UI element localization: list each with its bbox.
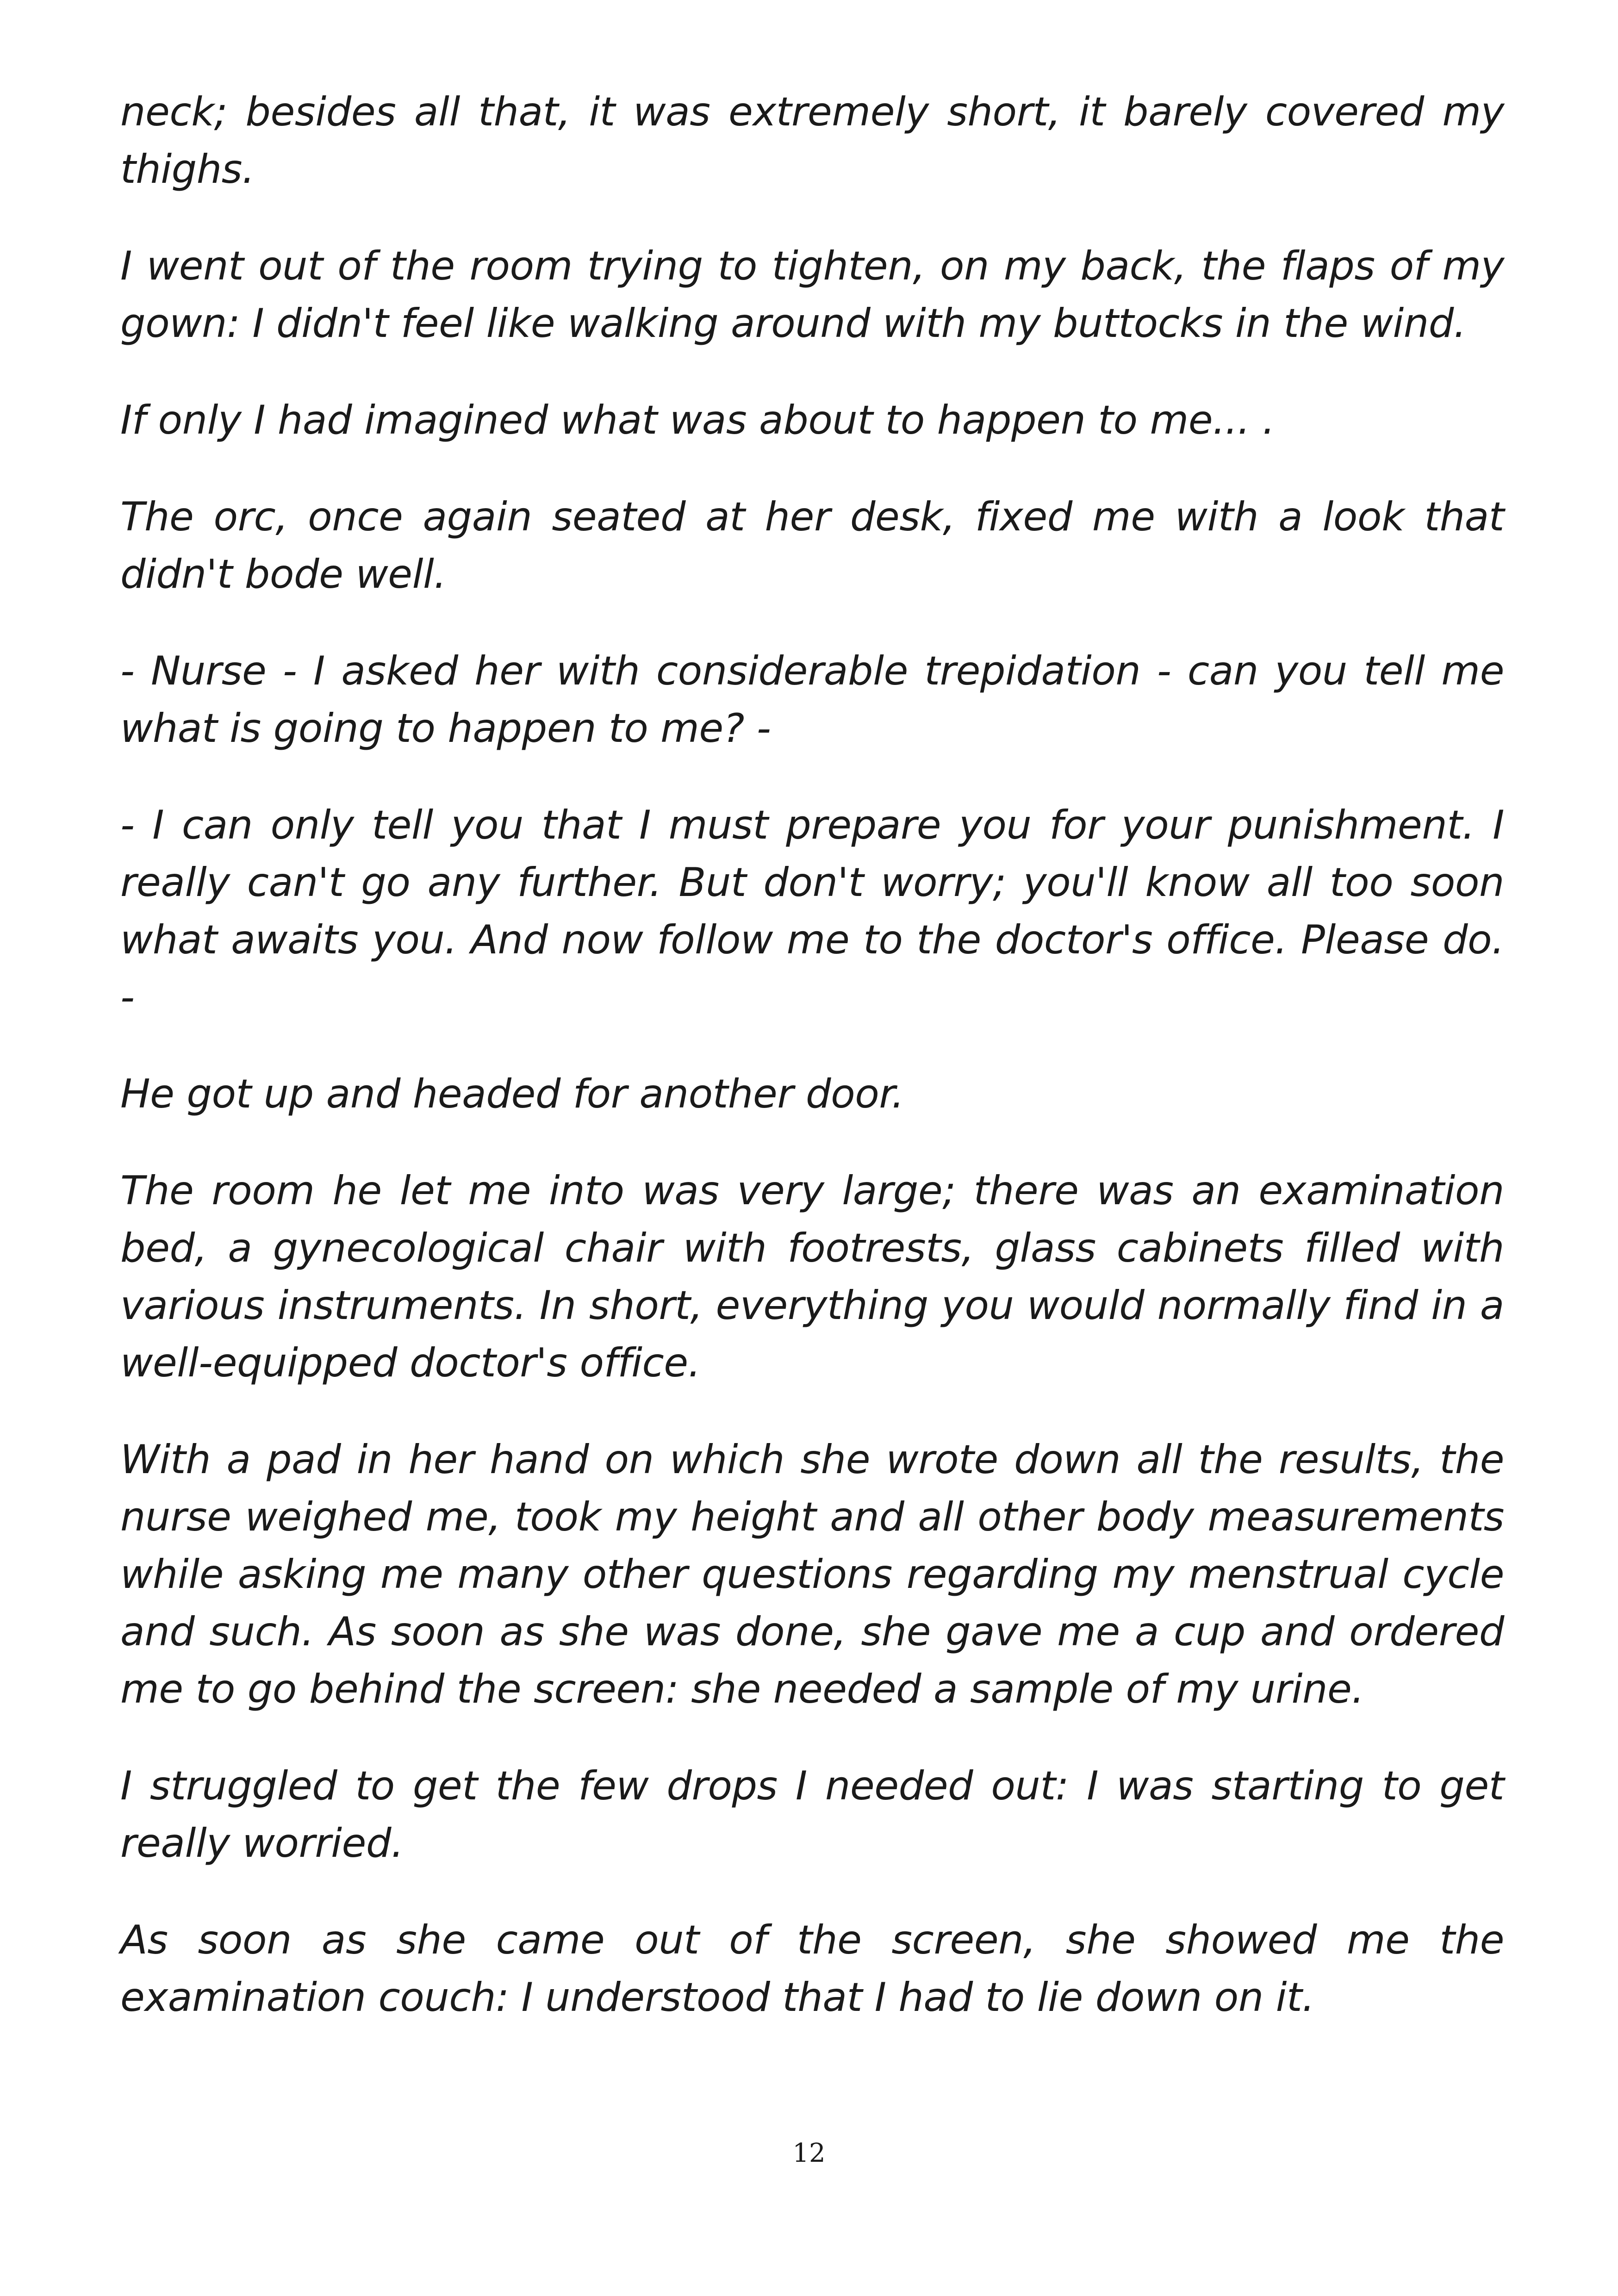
paragraph: - I can only tell you that I must prepare you for your punishment. I really can't go any further. But don't worry; you'll know all too soon what awaits you. And now follow me to the doctor's office. Please do. - xyxy=(120,802,1504,1020)
paragraph: The room he let me into was very large; there was an examination bed, a gynecological chair with footrests, glass cabinets filled with various instruments. In short, everything you would normally find in a well-equipped doctor's office. xyxy=(120,1168,1504,1386)
body-text xyxy=(120,83,1504,2066)
paragraph: I went out of the room trying to tighten, on my back, the flaps of my gown: I didn't feel like walking around with my buttocks in the wind. xyxy=(120,243,1504,347)
paragraph: If only I had imagined what was about to happen to me... . xyxy=(120,397,1275,443)
paragraph: As soon as she came out of the screen, she showed me the examination couch: I understood that I had to lie down on it. xyxy=(120,1917,1504,2021)
paragraph: - Nurse - I asked her with considerable trepidation - can you tell me what is going to happen to me? - xyxy=(120,648,1504,752)
paragraph: neck; besides all that, it was extremely short, it barely covered my thighs. xyxy=(120,89,1504,193)
page-number: 12 xyxy=(792,2138,826,2168)
paragraph: With a pad in her hand on which she wrote down all the results, the nurse weighed me, took my height and all other body measurements while asking me many other questions regarding my menstrual cycle and such. As soon as she was done, she gave me a cup and ordered me to go behind the screen: she needed a sample of my urine. xyxy=(120,1437,1504,1712)
paragraph: He got up and headed for another door. xyxy=(120,1071,904,1117)
paragraph: The orc, once again seated at her desk, fixed me with a look that didn't bode well. xyxy=(120,494,1504,597)
paragraph: I struggled to get the few drops I needed out: I was starting to get really worried. xyxy=(120,1763,1504,1867)
